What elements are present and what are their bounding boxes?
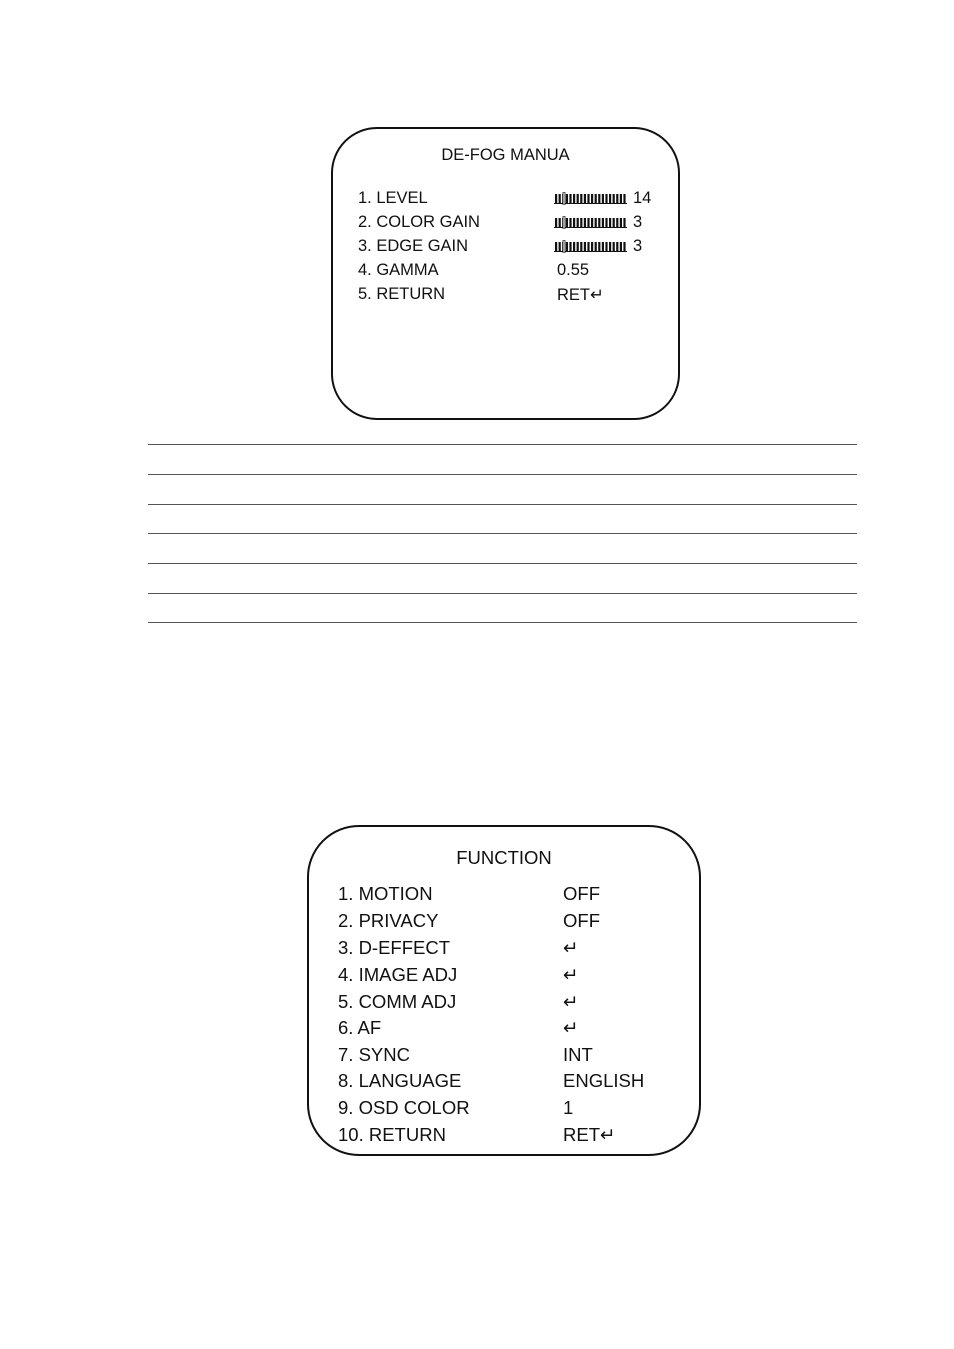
menu-item-label: 4. IMAGE ADJ xyxy=(338,964,458,985)
slider-tick xyxy=(580,242,582,251)
table-rule xyxy=(148,593,857,594)
slider-value: 3 xyxy=(633,237,643,255)
level-slider[interactable] xyxy=(554,192,627,205)
slider-tick xyxy=(620,218,622,227)
slider-tick xyxy=(584,194,586,203)
menu-item-osd-color[interactable] xyxy=(309,1097,699,1121)
slider-tick xyxy=(559,242,561,251)
table-rule xyxy=(148,504,857,505)
menu-item-language[interactable] xyxy=(309,1070,699,1094)
menu-item-color-gain[interactable] xyxy=(333,213,678,237)
slider-tick xyxy=(555,242,557,251)
menu-item-label: 2. PRIVACY xyxy=(338,910,439,931)
slider-cursor[interactable] xyxy=(563,192,565,205)
slider-tick xyxy=(609,218,611,227)
menu-item-comm-adj[interactable] xyxy=(309,991,699,1015)
slider-tick xyxy=(609,242,611,251)
slider-tick xyxy=(605,218,607,227)
enter-icon: ↵ xyxy=(563,991,579,1012)
menu-item-label: 5. COMM ADJ xyxy=(338,991,457,1012)
color-gain-slider[interactable] xyxy=(554,216,627,229)
slider-tick xyxy=(613,218,615,227)
menu-item-gamma[interactable] xyxy=(333,261,678,285)
menu-item-label: 6. AF xyxy=(338,1017,382,1038)
slider-tick xyxy=(566,194,568,203)
menu-item-value: INT xyxy=(563,1044,593,1065)
slider-tick xyxy=(623,242,625,251)
menu-item-value: ENGLISH xyxy=(563,1070,645,1091)
menu-item-label: 9. OSD COLOR xyxy=(338,1097,470,1118)
enter-icon: ↵ xyxy=(563,937,579,958)
slider-tick xyxy=(595,194,597,203)
slider-tick xyxy=(591,242,593,251)
slider-tick xyxy=(602,218,604,227)
menu-item-d-effect[interactable] xyxy=(309,937,699,961)
menu-item-value: RET↵ xyxy=(563,1124,616,1145)
slider-tick xyxy=(613,242,615,251)
slider-tick xyxy=(605,194,607,203)
menu-item-sync[interactable] xyxy=(309,1044,699,1068)
slider-cursor[interactable] xyxy=(563,240,565,253)
slider-tick xyxy=(580,194,582,203)
slider-tick xyxy=(595,218,597,227)
slider-tick xyxy=(620,194,622,203)
slider-tick xyxy=(587,194,589,203)
slider-value: 3 xyxy=(633,213,643,231)
menu-item-motion[interactable] xyxy=(309,883,699,907)
slider-tick xyxy=(591,194,593,203)
table-rule xyxy=(148,622,857,623)
slider-tick xyxy=(605,242,607,251)
slider-tick xyxy=(566,242,568,251)
menu-item-label: 3. D-EFFECT xyxy=(338,937,451,958)
slider-tick xyxy=(620,242,622,251)
slider-tick xyxy=(587,218,589,227)
table-rule xyxy=(148,474,857,475)
slider-tick xyxy=(623,194,625,203)
table-rule xyxy=(148,563,857,564)
slider-tick xyxy=(584,242,586,251)
slider-tick xyxy=(569,242,571,251)
slider-tick xyxy=(569,194,571,203)
slider-tick xyxy=(602,194,604,203)
slider-tick xyxy=(573,242,575,251)
slider-tick xyxy=(569,218,571,227)
menu-item-label: 5. RETURN xyxy=(358,285,446,303)
menu-item-af[interactable] xyxy=(309,1017,699,1041)
menu-item-value: 1 xyxy=(563,1097,574,1118)
enter-icon: ↵ xyxy=(563,1017,579,1038)
slider-tick xyxy=(577,242,579,251)
slider-tick xyxy=(573,218,575,227)
slider-tick xyxy=(616,194,618,203)
slider-tick xyxy=(591,218,593,227)
slider-cursor[interactable] xyxy=(563,216,565,229)
slider-tick xyxy=(555,194,557,203)
slider-tick xyxy=(623,218,625,227)
slider-tick xyxy=(580,218,582,227)
slider-tick xyxy=(595,242,597,251)
menu-item-label: 10. RETURN xyxy=(338,1124,446,1145)
slider-tick xyxy=(559,194,561,203)
slider-tick xyxy=(577,218,579,227)
menu-item-privacy[interactable] xyxy=(309,910,699,934)
function-osd-screen xyxy=(307,825,701,1156)
slider-tick xyxy=(555,218,557,227)
slider-tick xyxy=(559,218,561,227)
menu-item-label: 3. EDGE GAIN xyxy=(358,237,469,255)
menu-item-label: 1. LEVEL xyxy=(358,189,428,207)
menu-item-return[interactable] xyxy=(333,285,678,309)
menu-item-return[interactable] xyxy=(309,1124,699,1148)
slider-tick xyxy=(587,242,589,251)
menu-item-value: RET↵ xyxy=(557,286,604,304)
menu-item-image-adj[interactable] xyxy=(309,964,699,988)
menu-item-value: 0.55 xyxy=(557,261,590,279)
menu-item-label: 8. LANGUAGE xyxy=(338,1070,462,1091)
menu-item-label: 1. MOTION xyxy=(338,883,433,904)
menu-item-value: OFF xyxy=(563,883,600,904)
slider-tick xyxy=(609,194,611,203)
menu-item-level[interactable] xyxy=(333,189,678,213)
menu-item-value: OFF xyxy=(563,910,600,931)
slider-tick xyxy=(613,194,615,203)
menu-item-label: 4. GAMMA xyxy=(358,261,439,279)
slider-tick xyxy=(602,242,604,251)
function-menu-title: FUNCTION xyxy=(456,847,552,868)
slider-tick xyxy=(573,194,575,203)
table-rule xyxy=(148,444,857,445)
slider-tick xyxy=(598,242,600,251)
defog-manual-osd-screen xyxy=(331,127,680,420)
enter-icon: ↵ xyxy=(563,964,579,985)
menu-item-edge-gain[interactable] xyxy=(333,237,678,261)
menu-item-label: 2. COLOR GAIN xyxy=(358,213,480,231)
slider-tick xyxy=(577,194,579,203)
table-rule xyxy=(148,533,857,534)
slider-tick xyxy=(616,242,618,251)
slider-tick xyxy=(616,218,618,227)
defog-menu-title: DE-FOG MANUA xyxy=(441,146,570,164)
slider-tick xyxy=(566,218,568,227)
slider-value: 14 xyxy=(633,189,652,207)
slider-tick xyxy=(598,218,600,227)
menu-item-label: 7. SYNC xyxy=(338,1044,410,1065)
edge-gain-slider[interactable] xyxy=(554,240,627,253)
slider-tick xyxy=(584,218,586,227)
slider-tick xyxy=(598,194,600,203)
